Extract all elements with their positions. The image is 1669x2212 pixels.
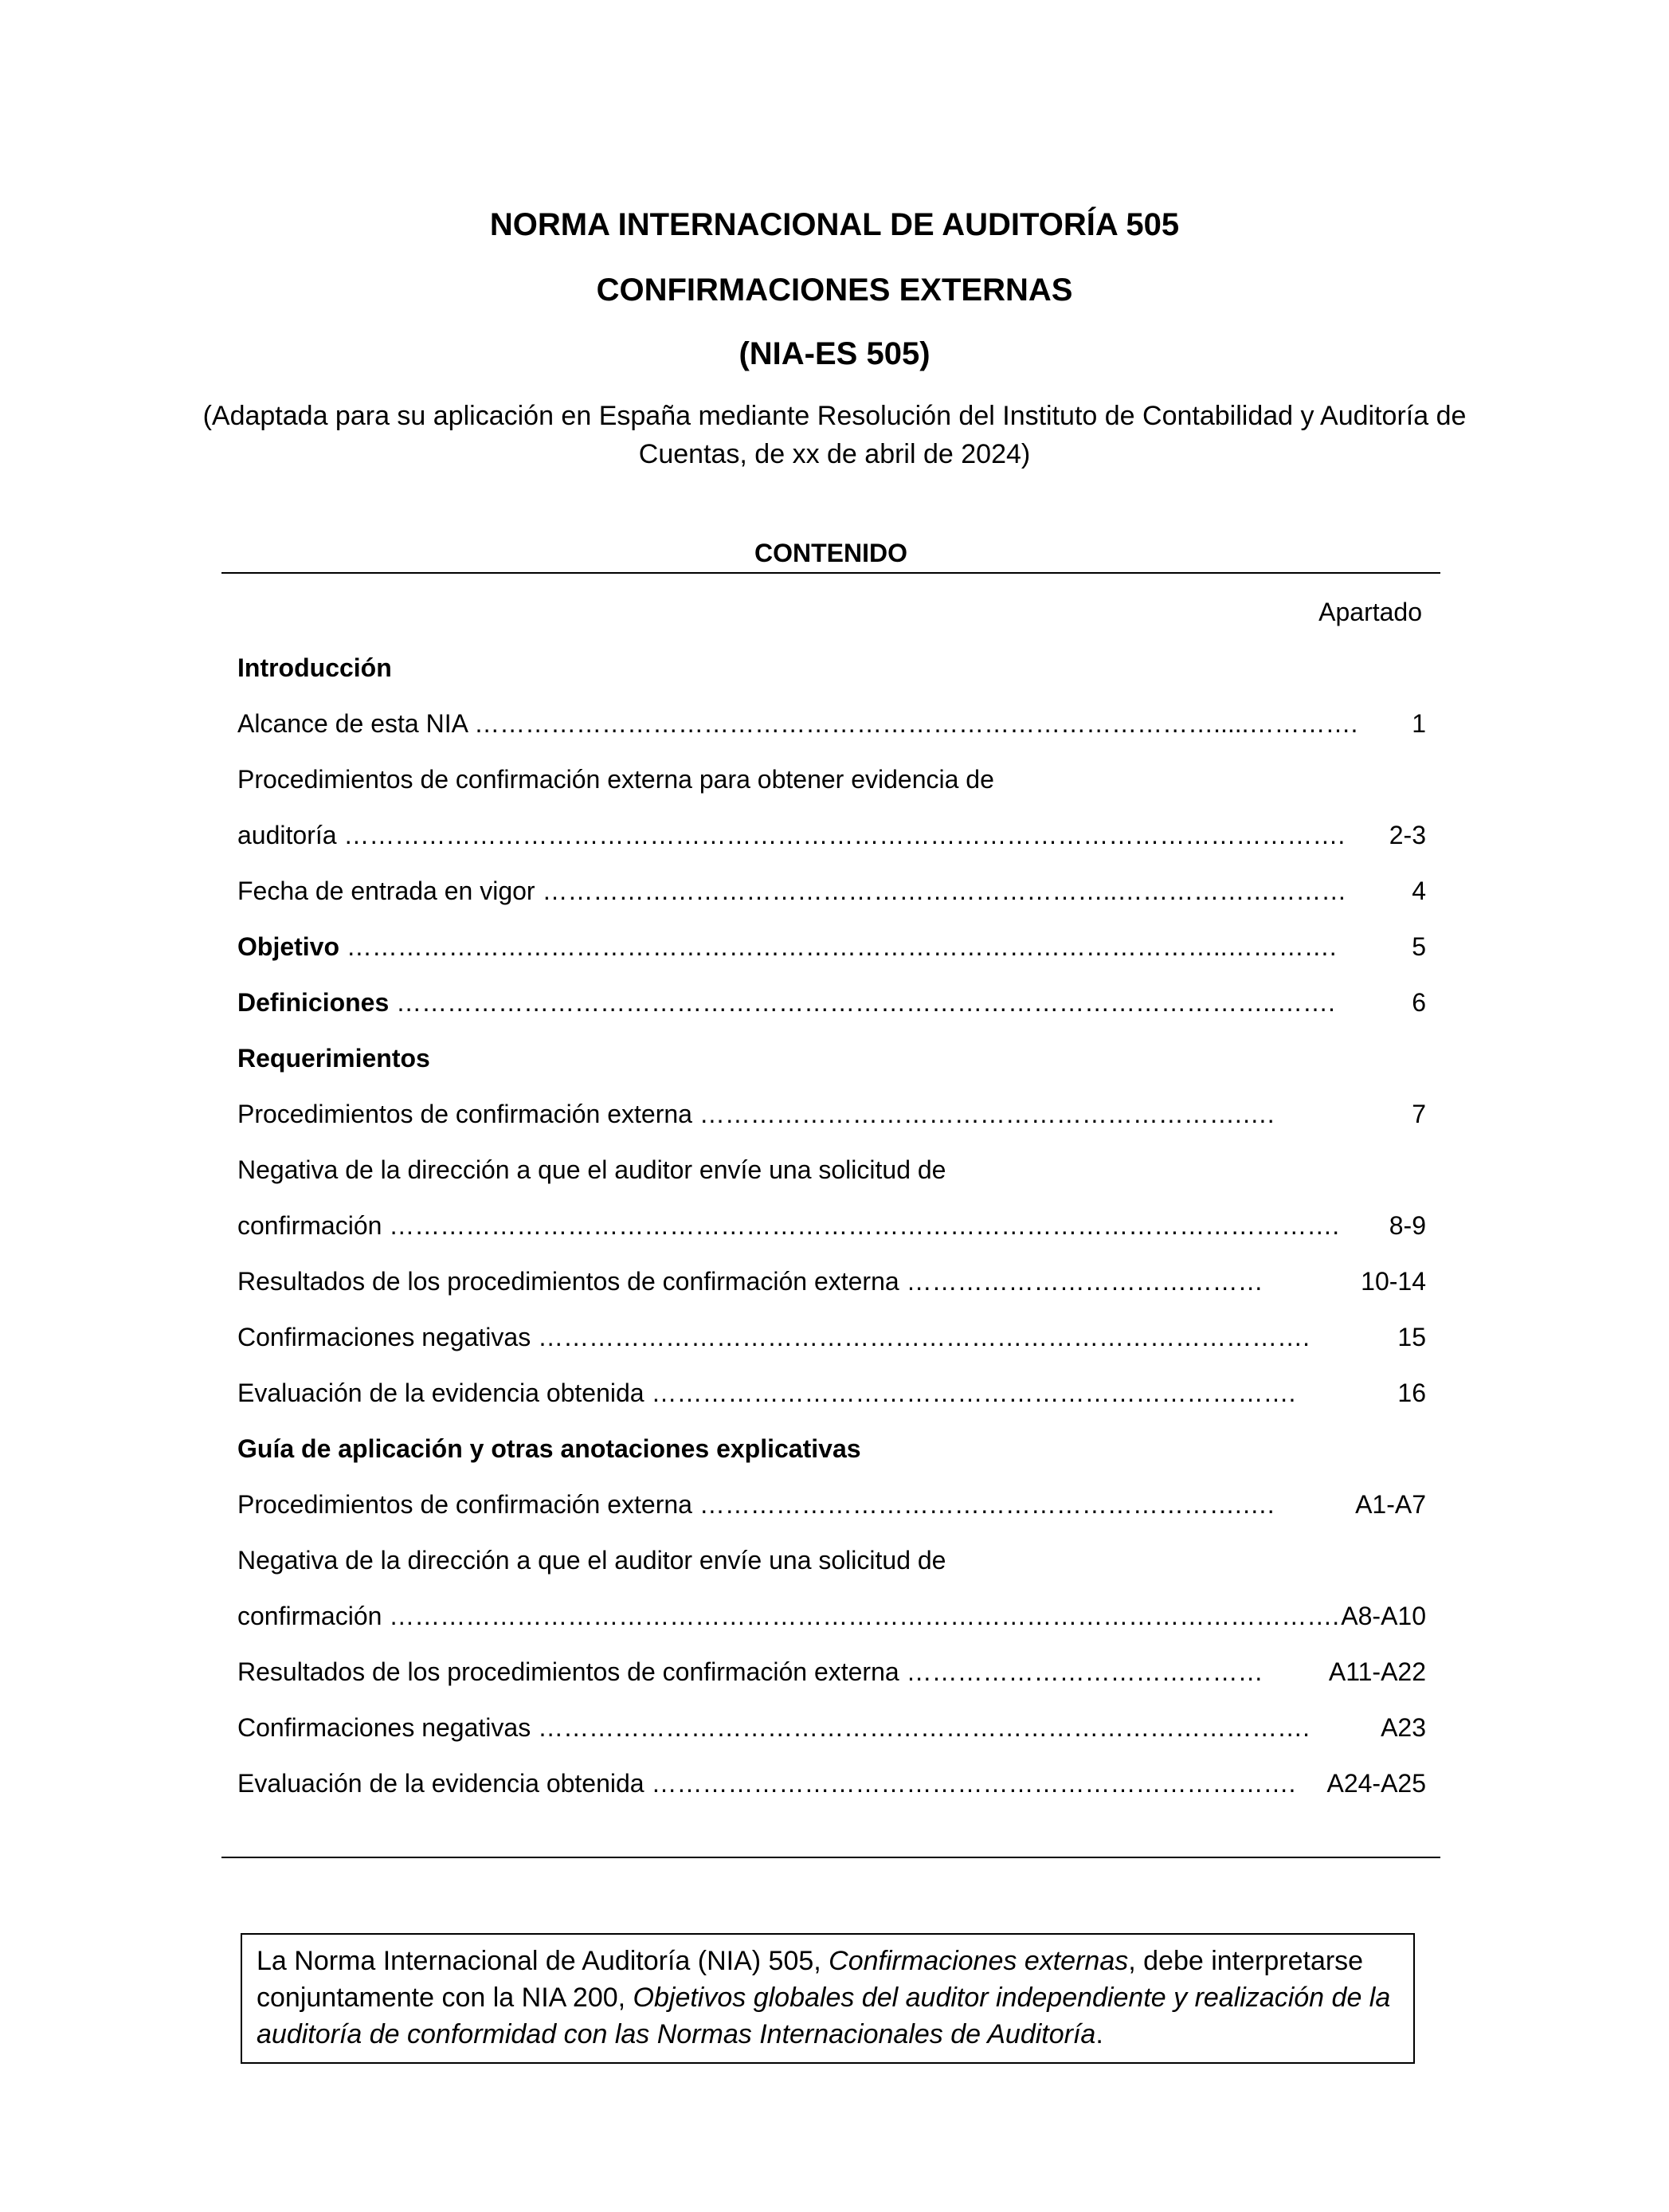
toc-entry-label: Evaluación de la evidencia obtenida — [237, 1769, 644, 1798]
toc-page-number: 5 — [1412, 932, 1426, 961]
toc-leader-dots: …………………………………………………………..……………………… — [542, 877, 1347, 905]
toc-page-number: A8-A10 — [1341, 1602, 1426, 1630]
toc-page-number: 7 — [1412, 1100, 1426, 1128]
toc-leader-dots: …………………………………………………………………. — [651, 1769, 1296, 1798]
toc-entry-label: Confirmaciones negativas — [237, 1713, 531, 1742]
toc-entry-text — [237, 1042, 430, 1074]
note-title-nia-200: Objetivos globales del auditor independiente y realización de la auditoría de conformidad con las Normas Internacionales de Auditoría — [257, 1983, 1391, 2049]
toc-entry-text — [237, 652, 392, 684]
toc-row — [237, 652, 1426, 708]
toc-entry-label: confirmación — [237, 1602, 382, 1630]
toc-page-number: 15 — [1397, 1323, 1426, 1351]
toc-entry-text — [237, 986, 1335, 1018]
toc-row — [237, 1265, 1426, 1321]
toc-leader-dots: …………………………………………………………………………….....…………. — [474, 709, 1358, 738]
toc-entry-label: Fecha de entrada en vigor — [237, 877, 535, 905]
toc-row — [237, 1377, 1426, 1433]
toc-page-number: 16 — [1397, 1379, 1426, 1407]
toc-entry-label: Evaluación de la evidencia obtenida — [237, 1379, 644, 1407]
toc-entry-label: Requerimientos — [237, 1044, 430, 1073]
toc-row — [237, 1210, 1426, 1265]
toc-entry-text — [237, 931, 1337, 963]
toc-page-number: 2-3 — [1389, 821, 1426, 849]
toc-entry-label: Negativa de la dirección a que el auditor envíe una solicitud de — [237, 1546, 946, 1575]
toc-entry-text — [237, 1154, 946, 1186]
toc-row — [237, 1656, 1426, 1712]
toc-leader-dots: …………………………………………………………………………………………..……. — [396, 988, 1335, 1017]
toc-page-number: 1 — [1412, 709, 1426, 738]
toc-leader-dots: ………………………………………………………………………………. — [538, 1713, 1310, 1742]
toc-entry-text — [237, 1712, 1310, 1743]
toc-leader-dots: …………………………………………………………………………………………………. — [389, 1602, 1340, 1630]
note-text-3: . — [1095, 2019, 1103, 2049]
toc-row — [237, 763, 1426, 819]
document-title-block — [0, 209, 1669, 473]
document-title: NORMA INTERNACIONAL DE AUDITORÍA 505 — [489, 207, 1180, 242]
toc-entry-label: Procedimientos de confirmación externa para obtener evidencia de — [237, 765, 994, 794]
toc-entry-text — [237, 1600, 1339, 1632]
toc-row — [237, 1488, 1426, 1544]
toc-page-number: A11-A22 — [1328, 1657, 1426, 1686]
toc-entry-text — [237, 875, 1346, 907]
toc-row — [237, 875, 1426, 931]
toc-entry-label: auditoría — [237, 821, 337, 849]
toc-page-number: 10-14 — [1361, 1267, 1426, 1296]
toc-entry-label: Resultados de los procedimientos de confirmación externa — [237, 1267, 899, 1296]
toc-row — [237, 819, 1426, 875]
toc-page-number: 4 — [1412, 877, 1426, 905]
toc-entry-label: Alcance de esta NIA — [237, 709, 468, 738]
toc-leader-dots: …………………………………………………………………. — [651, 1379, 1296, 1407]
toc-page-number: A23 — [1381, 1713, 1426, 1742]
toc-entry-label: Negativa de la dirección a que el auditor envíe una solicitud de — [237, 1155, 946, 1184]
toc-entry-text — [237, 1321, 1310, 1353]
toc-entry-label: Introducción — [237, 653, 392, 682]
toc-row — [237, 1544, 1426, 1600]
toc-entry-label: Definiciones — [237, 988, 390, 1017]
toc-row — [237, 1767, 1426, 1823]
toc-entry-text — [237, 763, 994, 795]
toc-entry-text — [237, 1767, 1295, 1799]
toc-entry-text — [237, 1544, 946, 1576]
toc-entry-label: Resultados de los procedimientos de confirmación externa — [237, 1657, 899, 1686]
toc-entry-label: Procedimientos de confirmación externa — [237, 1100, 692, 1128]
toc-entry-text — [237, 1377, 1295, 1409]
interpretation-note-box — [241, 1933, 1415, 2064]
toc-row — [237, 931, 1426, 986]
toc-leader-dots: …………………………………… — [906, 1267, 1264, 1296]
toc-entry-label: Procedimientos de confirmación externa — [237, 1490, 692, 1519]
toc-entry-text — [237, 1488, 1275, 1520]
toc-entry-label: confirmación — [237, 1211, 382, 1240]
apartado-column-label: Apartado — [1318, 598, 1422, 626]
contents-bottom-rule — [221, 1857, 1440, 1858]
toc-leader-dots: …………………………………… — [906, 1657, 1264, 1686]
toc-row — [237, 1154, 1426, 1210]
document-code: (NIA-ES 505) — [739, 336, 930, 371]
toc-row — [237, 1321, 1426, 1377]
toc-page-number: 6 — [1412, 988, 1426, 1017]
note-title-nia-505: Confirmaciones externas — [829, 1946, 1129, 1976]
toc-row — [237, 986, 1426, 1042]
document-subject: CONFIRMACIONES EXTERNAS — [596, 273, 1073, 308]
toc-entry-text — [237, 1656, 1264, 1688]
toc-entry-text — [237, 819, 1345, 851]
note-text-2: , debe interpretarse conjuntamente con la NIA 200, — [257, 1946, 1364, 2013]
adaptation-note: (Adaptada para su aplicación en España mediante Resolución del Instituto de Contabilidad y Auditoría de Cuentas, de xx de abril de 2024) — [202, 401, 1467, 469]
toc-page-number: 8-9 — [1389, 1211, 1426, 1240]
note-text-1: La Norma Internacional de Auditoría (NIA) 505, — [257, 1946, 829, 1976]
toc-row — [237, 1042, 1426, 1098]
toc-row — [237, 708, 1426, 763]
contents-top-rule — [221, 572, 1440, 574]
toc-entry-label: Confirmaciones negativas — [237, 1323, 531, 1351]
toc-entry-text — [237, 1265, 1264, 1297]
toc-row — [237, 1712, 1426, 1767]
toc-entry-text — [237, 1210, 1339, 1241]
toc-entry-label: Guía de aplicación y otras anotaciones explicativas — [237, 1434, 861, 1463]
toc-entry-label: Objetivo — [237, 932, 340, 961]
toc-page-number: A24-A25 — [1326, 1769, 1426, 1798]
table-of-contents — [237, 652, 1426, 1823]
contents-heading: CONTENIDO — [754, 539, 907, 567]
toc-leader-dots: ……………………………………………………….…. — [699, 1490, 1275, 1519]
toc-row — [237, 1433, 1426, 1488]
toc-leader-dots: …………………………………………………………………………………………………. — [389, 1211, 1340, 1240]
toc-page-number: A1-A7 — [1355, 1490, 1426, 1519]
toc-entry-text — [237, 708, 1358, 739]
toc-row — [237, 1098, 1426, 1154]
toc-leader-dots: ……………………………………………………….…. — [699, 1100, 1275, 1128]
toc-leader-dots: ………………………………………………………………………………. — [538, 1323, 1310, 1351]
toc-entry-text — [237, 1098, 1275, 1130]
toc-leader-dots: …………………………………………………………………………………………..…………. — [346, 932, 1337, 961]
toc-entry-text — [237, 1433, 861, 1465]
toc-row — [237, 1600, 1426, 1656]
toc-leader-dots: ………………………………………………………………………………………………………. — [343, 821, 1346, 849]
